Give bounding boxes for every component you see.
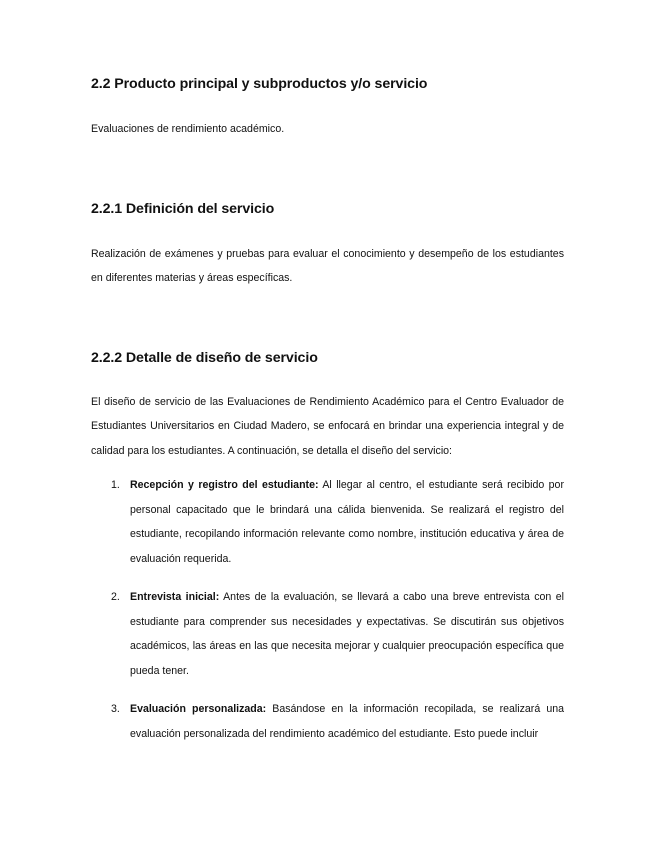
section-2-2-1-text: Realización de exámenes y pruebas para evaluar el conocimiento y desempeño de los estudiantes en diferentes materias y áreas específicas. bbox=[91, 247, 564, 284]
list-item-number: 3. bbox=[111, 703, 120, 715]
document-content bbox=[91, 72, 564, 760]
list-item-title: Entrevista inicial: bbox=[130, 591, 220, 603]
list-item-text: Antes de la evaluación, se llevará a cabo una breve entrevista con el estudiante para comprender sus necesidades y expectativas. Se discutirán sus objetivos académicos, las áreas en las que necesita mejorar y cualquier preocupación específica que pueda tener. bbox=[130, 591, 564, 677]
list-item bbox=[91, 697, 564, 746]
section-2-2-2-heading: 2.2.2 Detalle de diseño de servicio bbox=[91, 349, 318, 366]
section-2-2-heading: 2.2 Producto principal y subproductos y/o servicio bbox=[91, 76, 428, 92]
section-2-2-text: Evaluaciones de rendimiento académico. bbox=[91, 123, 285, 135]
list-item-title: Evaluación personalizada: bbox=[130, 703, 267, 715]
list-item-text: Al llegar al centro, el estudiante será recibido por personal capacitado que le brindará una cálida bienvenida. Se realizará el registro del estudiante, recopilando información relevante como nombre, institución educativa y área de evaluación requerida. bbox=[130, 479, 564, 565]
list-item-number: 2. bbox=[111, 591, 120, 603]
list-item bbox=[91, 473, 564, 571]
list-item-number: 1. bbox=[111, 479, 120, 491]
list-item-title: Recepción y registro del estudiante: bbox=[130, 479, 319, 491]
section-2-2-1-heading: 2.2.1 Definición del servicio bbox=[91, 200, 275, 217]
list-item-text: Basándose en la información recopilada, se realizará una evaluación personalizada del rendimiento académico del estudiante. Esto puede incluir bbox=[130, 703, 564, 740]
service-design-list bbox=[91, 473, 564, 746]
list-item bbox=[91, 585, 564, 683]
section-2-2-2-intro: El diseño de servicio de las Evaluaciones de Rendimiento Académico para el Centro Evaluador de Estudiantes Universitarios en Ciudad Madero, se enfocará en brindar una experiencia integral y de calidad para los estudiantes. A continuación, se detalla el diseño del servicio: bbox=[91, 395, 564, 457]
